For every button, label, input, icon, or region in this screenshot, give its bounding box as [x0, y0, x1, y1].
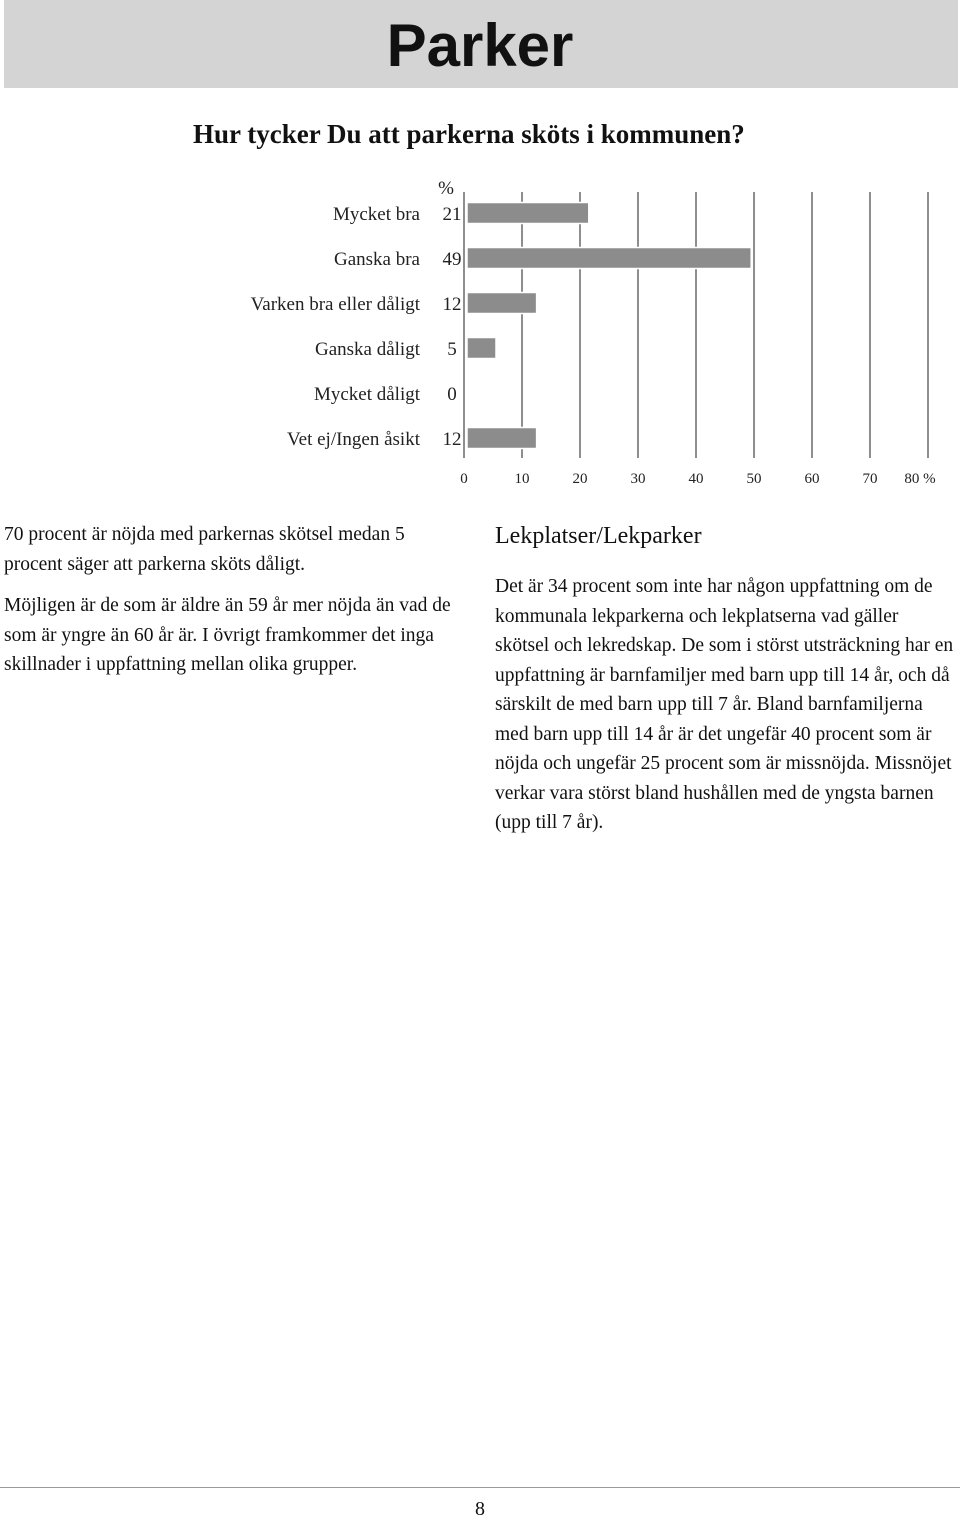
bar-chart: [0, 170, 960, 500]
category-label: Ganska dåligt: [314, 339, 420, 360]
section-heading: Lekplatser/Lekparker: [495, 523, 702, 549]
bar: [467, 203, 589, 224]
left-text-column: [4, 520, 464, 692]
chart-x-tick-labels: [460, 471, 935, 487]
value-label: 12: [442, 294, 462, 315]
x-tick-label: 20: [572, 471, 588, 487]
bar: [467, 428, 537, 449]
bar: [467, 248, 751, 269]
value-label: 0: [447, 384, 457, 405]
chart-category-labels: [251, 204, 421, 450]
page-title: Parker: [386, 12, 574, 79]
x-tick-label: 40: [688, 471, 704, 487]
chart-grid: [464, 192, 928, 458]
category-label: Mycket bra: [332, 204, 420, 225]
x-tick-label: 30: [630, 471, 646, 487]
value-label: 21: [442, 204, 462, 225]
x-tick-label: 70: [862, 471, 878, 487]
paragraph: Möjligen är de som är äldre än 59 år mer nöjda än vad de som är yngre än 60 år är. I övrigt framkommer det inga skillnader i uppfattning mellan olika grupper.: [4, 595, 451, 675]
paragraph: Det är 34 procent som inte har någon uppfattning om de kommunala lekparkerna och lekplatserna vad gäller skötsel och lekredskap. De som i störst utsträckning har en uppfattning är barnfamiljer med barn upp till 14 år, och då särskilt de med barn upp till 7 år. Bland barnfamiljerna med barn upp till 14 år är det ungefär 40 procent som är nöjda och ungefär 25 procent som är missnöjda. Missnöjet verkar vara störst bland hushållen med de yngsta barnen (upp till 7 år).: [495, 576, 954, 833]
bar: [467, 293, 537, 314]
x-tick-label: 60: [804, 471, 820, 487]
page-number: 8: [475, 1498, 485, 1520]
bar: [467, 338, 496, 359]
chart-value-labels: [443, 204, 462, 450]
x-tick-label: 0: [460, 471, 468, 487]
right-text-column: [495, 518, 957, 850]
category-label: Vet ej/Ingen åsikt: [287, 429, 420, 450]
category-label: Varken bra eller dåligt: [250, 294, 420, 315]
x-tick-label: 80 %: [904, 471, 936, 487]
category-label: Mycket dåligt: [313, 384, 420, 405]
x-tick-label: 50: [746, 471, 762, 487]
value-label: 5: [447, 339, 457, 360]
value-column-header: %: [438, 178, 454, 199]
chart-bars: [467, 203, 751, 449]
value-label: 49: [442, 249, 462, 270]
value-label: 12: [442, 429, 462, 450]
paragraph: 70 procent är nöjda med parkernas skötsel medan 5 procent säger att parkerna sköts dåligt.: [4, 524, 405, 575]
survey-question: Hur tycker Du att parkerna sköts i kommunen?: [193, 119, 745, 149]
x-tick-label: 10: [514, 471, 530, 487]
footer-divider: [0, 1487, 960, 1488]
category-label: Ganska bra: [334, 249, 420, 270]
